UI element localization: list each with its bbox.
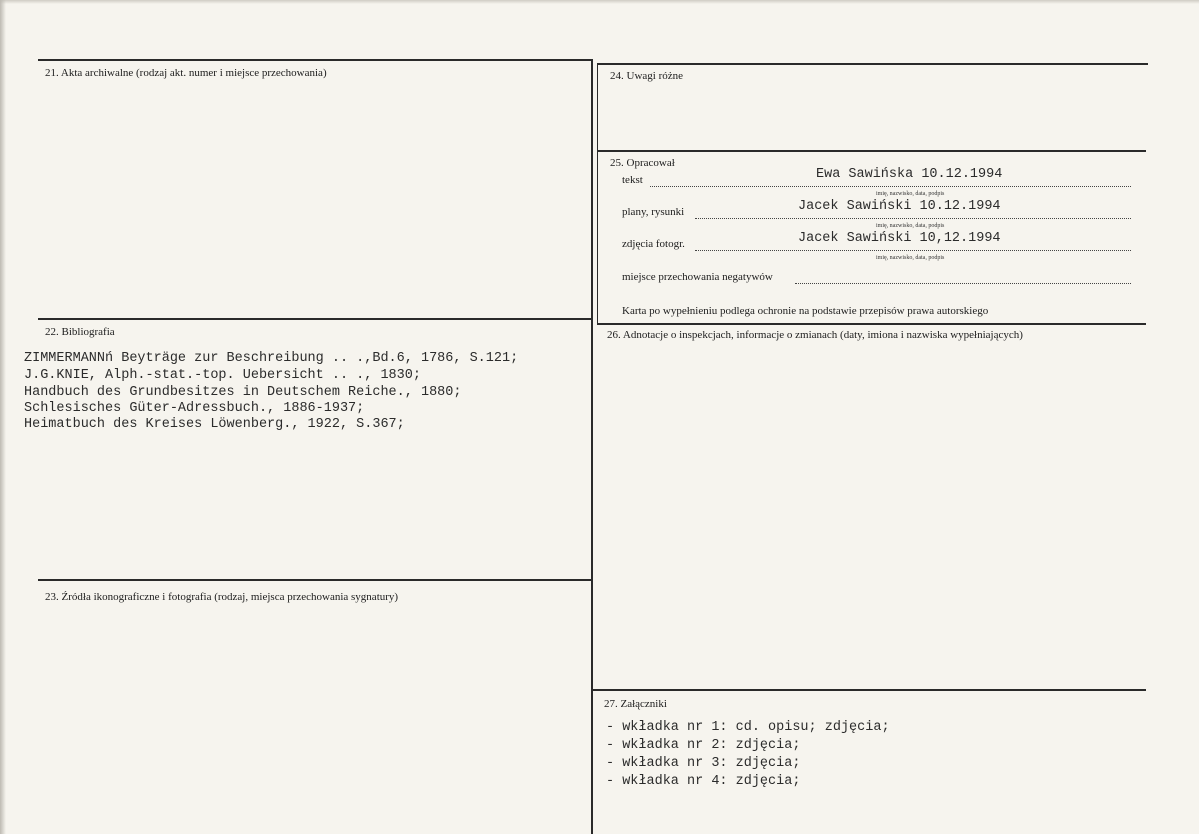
- bibliography-entry: Schlesisches Güter-Adressbuch., 1886-1937;: [24, 401, 365, 416]
- section-21-title: 21. Akta archiwalne (rodzaj akt. numer i miejsce przechowania): [45, 67, 327, 79]
- section-23-title: 23. Źródła ikonograficzne i fotografia (rodzaj, miejsca przechowania sygnatury): [45, 591, 399, 603]
- section-24-title: 24. Uwagi różne: [610, 70, 684, 82]
- attachment-entry: - wkładka nr 3: zdjęcia;: [606, 756, 801, 771]
- rule-vertical-inner: [597, 63, 598, 325]
- s25-plans-label: plany, rysunki: [622, 206, 685, 218]
- section-22-title: 22. Bibliografia: [45, 326, 115, 338]
- s25-negatives-line: [795, 283, 1131, 284]
- s25-photos-caption: imię, nazwisko, data, podpis: [876, 255, 945, 261]
- rule-right-s25: [598, 150, 1146, 152]
- s25-photos-line: [695, 250, 1131, 251]
- rule-left-mid: [38, 318, 592, 320]
- rule-vertical-center: [591, 59, 593, 834]
- attachment-entry: - wkładka nr 4: zdjęcia;: [606, 774, 801, 789]
- s25-text-label: tekst: [622, 174, 643, 186]
- rule-top-right: [598, 63, 1148, 65]
- scan-shadow-left: [0, 0, 6, 834]
- rule-right-s26: [598, 323, 1146, 325]
- s25-text-line: [650, 186, 1131, 187]
- s25-copyright-note: Karta po wypełnieniu podlega ochronie na podstawie przepisów prawa autorskiego: [622, 305, 989, 317]
- s25-plans-value: Jacek Sawiński 10.12.1994: [798, 199, 1001, 214]
- s25-text-value: Ewa Sawińska 10.12.1994: [816, 167, 1003, 182]
- bibliography-entry: Handbuch des Grundbesitzes in Deutschem Reiche., 1880;: [24, 385, 462, 400]
- rule-right-s27: [592, 689, 1146, 691]
- section-26-title: 26. Adnotacje o inspekcjach, informacje o zmianach (daty, imiona i nazwiska wypełniających): [607, 329, 1023, 341]
- s25-plans-line: [695, 218, 1131, 219]
- section-25-title: 25. Opracował: [610, 157, 675, 169]
- s25-text-caption: imię, nazwisko, data, podpis: [876, 191, 945, 197]
- scan-shadow-top: [0, 0, 1199, 4]
- bibliography-entry: ZIMMERMANNń Beyträge zur Beschreibung .. .,Bd.6, 1786, S.121;: [24, 351, 519, 366]
- s25-negatives-label: miejsce przechowania negatywów: [622, 271, 773, 283]
- s25-photos-value: Jacek Sawiński 10,12.1994: [798, 231, 1001, 246]
- s25-photos-label: zdjęcia fotogr.: [622, 238, 685, 250]
- bibliography-entry: Heimatbuch des Kreises Löwenberg., 1922, S.367;: [24, 417, 405, 432]
- section-27-title: 27. Załączniki: [604, 698, 667, 710]
- rule-top-left: [38, 59, 592, 61]
- rule-left-lower: [38, 579, 592, 581]
- s25-plans-caption: imię, nazwisko, data, podpis: [876, 223, 945, 229]
- bibliography-entry: J.G.KNIE, Alph.-stat.-top. Uebersicht .. ., 1830;: [24, 368, 421, 383]
- attachment-entry: - wkładka nr 1: cd. opisu; zdjęcia;: [606, 720, 890, 735]
- attachment-entry: - wkładka nr 2: zdjęcia;: [606, 738, 801, 753]
